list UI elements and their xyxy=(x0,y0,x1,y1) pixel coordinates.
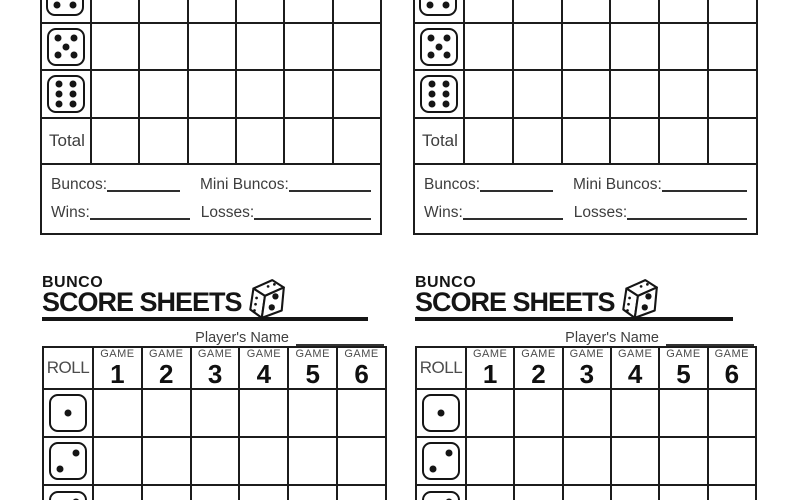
score-cell xyxy=(287,390,336,436)
score-sheet-fragment-top-right xyxy=(413,0,758,235)
buncos-blank-line xyxy=(107,190,180,192)
score-cell xyxy=(562,486,610,500)
buncos-label: Buncos: xyxy=(51,176,108,194)
score-cell xyxy=(609,71,658,117)
dice-row-two xyxy=(417,438,755,486)
score-cell xyxy=(512,0,561,22)
score-cell xyxy=(707,71,756,117)
brand-small: BUNCO xyxy=(42,274,104,291)
score-cell xyxy=(707,486,755,500)
wins-label: Wins: xyxy=(424,203,463,221)
roll-header: ROLL xyxy=(46,357,90,377)
score-grid xyxy=(413,0,758,165)
score-cell xyxy=(465,390,513,436)
die-5-icon xyxy=(47,28,85,66)
score-cell xyxy=(138,119,186,163)
sheet-title xyxy=(42,276,387,321)
score-cell xyxy=(187,24,235,69)
score-cell xyxy=(90,24,138,69)
game-2-header: GAME 2 xyxy=(141,348,190,388)
score-cell xyxy=(707,390,755,436)
buncos-line xyxy=(424,176,747,194)
dice-row-six xyxy=(42,71,380,119)
score-cell xyxy=(513,486,561,500)
score-cell xyxy=(463,24,512,69)
score-cell xyxy=(658,486,706,500)
tilted-die-icon xyxy=(618,277,660,321)
score-cell xyxy=(561,119,610,163)
roll-header: ROLL xyxy=(419,357,463,377)
score-cell xyxy=(658,438,706,484)
game-6-header: GAME 6 xyxy=(336,348,385,388)
score-cell xyxy=(707,0,756,22)
game-4-header: GAME 4 xyxy=(238,348,287,388)
score-cell xyxy=(141,438,190,484)
mini-buncos-label: Mini Buncos: xyxy=(573,176,662,194)
dice-row-two xyxy=(44,438,385,486)
total-row xyxy=(42,119,380,165)
score-cell xyxy=(658,390,706,436)
player-name-blank-line xyxy=(666,329,754,346)
score-cell xyxy=(283,0,331,22)
losses-blank-line xyxy=(254,218,371,220)
dice-row-four xyxy=(42,0,380,24)
title-underline xyxy=(415,317,733,321)
roll-cell-five xyxy=(415,24,463,69)
score-cell xyxy=(513,438,561,484)
score-cell xyxy=(92,438,141,484)
score-cell xyxy=(561,0,610,22)
losses-blank-line xyxy=(627,218,747,220)
score-cell xyxy=(463,119,512,163)
score-cell xyxy=(658,0,707,22)
dice-row-one xyxy=(417,390,755,438)
buncos-line xyxy=(51,176,371,194)
brand-small: BUNCO xyxy=(415,274,477,291)
score-cell xyxy=(658,119,707,163)
brand-large: SCORE SHEETS xyxy=(42,287,242,318)
score-cell xyxy=(238,438,287,484)
game-5-header: GAME 5 xyxy=(287,348,336,388)
dice-row-three xyxy=(417,486,755,500)
brand-large: SCORE SHEETS xyxy=(415,287,615,318)
roll-cell-three xyxy=(44,486,92,500)
score-cell xyxy=(707,24,756,69)
summary-box xyxy=(40,165,382,235)
total-label: Total xyxy=(422,131,458,150)
score-cell xyxy=(138,24,186,69)
score-cell xyxy=(561,24,610,69)
score-cell xyxy=(187,119,235,163)
score-cell xyxy=(138,0,186,22)
total-row xyxy=(415,119,756,165)
score-cell xyxy=(332,119,380,163)
score-cell xyxy=(610,438,658,484)
score-cell xyxy=(465,486,513,500)
score-cell xyxy=(609,24,658,69)
summary-box xyxy=(413,165,758,235)
game-1-header: GAME 1 xyxy=(92,348,141,388)
game-4-header: GAME 4 xyxy=(610,348,658,388)
score-cell xyxy=(332,71,380,117)
score-cell xyxy=(235,71,283,117)
score-cell xyxy=(513,390,561,436)
roll-cell-six xyxy=(42,71,90,117)
die-3-icon xyxy=(422,491,460,500)
score-sheet-fragment-top-left xyxy=(40,0,382,235)
losses-label: Losses: xyxy=(200,203,255,221)
score-cell xyxy=(92,486,141,500)
mini-buncos-blank-line xyxy=(662,190,747,192)
score-cell xyxy=(336,438,385,484)
player-name-label: Player's Name xyxy=(195,329,289,346)
player-name-row xyxy=(415,329,757,346)
die-6-icon xyxy=(47,75,85,113)
roll-cell-one xyxy=(417,390,465,436)
die-3-icon xyxy=(49,491,87,500)
score-grid xyxy=(415,346,757,500)
game-3-header: GAME 3 xyxy=(190,348,239,388)
game-3-header: GAME 3 xyxy=(562,348,610,388)
score-cell xyxy=(336,390,385,436)
score-cell xyxy=(92,390,141,436)
roll-cell-two xyxy=(44,438,92,484)
die-1-icon xyxy=(422,394,460,432)
score-cell xyxy=(238,486,287,500)
header-row xyxy=(417,348,755,390)
score-cell xyxy=(190,438,239,484)
score-cell xyxy=(190,486,239,500)
score-cell xyxy=(141,390,190,436)
score-sheet-fragment-bottom-right xyxy=(415,276,757,500)
score-cell xyxy=(235,24,283,69)
roll-cell-four xyxy=(415,0,463,22)
sheet-title xyxy=(415,276,757,321)
roll-cell-four xyxy=(42,0,90,22)
score-cell xyxy=(561,71,610,117)
losses-label: Losses: xyxy=(573,203,628,221)
die-2-icon xyxy=(49,442,87,480)
score-cell xyxy=(235,0,283,22)
score-sheet-fragment-bottom-left xyxy=(42,276,387,500)
score-grid xyxy=(40,0,382,165)
dice-row-six xyxy=(415,71,756,119)
die-2-icon xyxy=(422,442,460,480)
score-cell xyxy=(707,438,755,484)
mini-buncos-blank-line xyxy=(289,190,371,192)
score-cell xyxy=(187,0,235,22)
tilted-die-icon xyxy=(245,277,287,321)
player-name-row xyxy=(42,329,387,346)
roll-cell-two xyxy=(417,438,465,484)
roll-cell-five xyxy=(42,24,90,69)
player-name-blank-line xyxy=(296,329,384,346)
score-cell xyxy=(235,119,283,163)
die-4-icon xyxy=(419,0,457,16)
score-cell xyxy=(190,390,239,436)
die-5-icon xyxy=(420,28,458,66)
score-cell xyxy=(463,71,512,117)
dice-row-three xyxy=(44,486,385,500)
score-cell xyxy=(658,24,707,69)
score-cell xyxy=(658,71,707,117)
buncos-label: Buncos: xyxy=(424,176,481,194)
score-cell xyxy=(287,438,336,484)
total-label: Total xyxy=(49,131,85,150)
dice-row-five xyxy=(415,24,756,71)
wins-blank-line xyxy=(90,218,190,220)
score-cell xyxy=(512,71,561,117)
score-cell xyxy=(707,119,756,163)
score-cell xyxy=(90,119,138,163)
buncos-blank-line xyxy=(480,190,553,192)
dice-row-one xyxy=(44,390,385,438)
roll-cell-six xyxy=(415,71,463,117)
wins-blank-line xyxy=(463,218,563,220)
score-cell xyxy=(512,119,561,163)
score-cell xyxy=(562,438,610,484)
game-5-header: GAME 5 xyxy=(658,348,706,388)
dice-row-four xyxy=(415,0,756,24)
score-cell xyxy=(609,119,658,163)
score-cell xyxy=(283,71,331,117)
wins-label: Wins: xyxy=(51,203,90,221)
score-cell xyxy=(609,0,658,22)
roll-cell-one xyxy=(44,390,92,436)
score-cell xyxy=(332,24,380,69)
score-cell xyxy=(238,390,287,436)
game-6-header: GAME 6 xyxy=(707,348,755,388)
score-cell xyxy=(336,486,385,500)
score-cell xyxy=(283,24,331,69)
die-6-icon xyxy=(420,75,458,113)
score-cell xyxy=(141,486,190,500)
score-cell xyxy=(287,486,336,500)
score-cell xyxy=(90,71,138,117)
player-name-label: Player's Name xyxy=(565,329,659,346)
game-1-header: GAME 1 xyxy=(465,348,513,388)
title-underline xyxy=(42,317,368,321)
mini-buncos-label: Mini Buncos: xyxy=(200,176,289,194)
score-cell xyxy=(187,71,235,117)
score-cell xyxy=(465,438,513,484)
score-cell xyxy=(512,24,561,69)
header-row xyxy=(44,348,385,390)
score-cell xyxy=(610,390,658,436)
score-cell xyxy=(463,0,512,22)
score-cell xyxy=(283,119,331,163)
score-cell xyxy=(138,71,186,117)
score-cell xyxy=(610,486,658,500)
wins-line xyxy=(424,204,747,222)
score-cell xyxy=(332,0,380,22)
roll-cell-three xyxy=(417,486,465,500)
score-grid xyxy=(42,346,387,500)
dice-row-five xyxy=(42,24,380,71)
score-cell xyxy=(90,0,138,22)
game-2-header: GAME 2 xyxy=(513,348,561,388)
die-4-icon xyxy=(46,0,84,16)
wins-line xyxy=(51,204,371,222)
score-cell xyxy=(562,390,610,436)
die-1-icon xyxy=(49,394,87,432)
